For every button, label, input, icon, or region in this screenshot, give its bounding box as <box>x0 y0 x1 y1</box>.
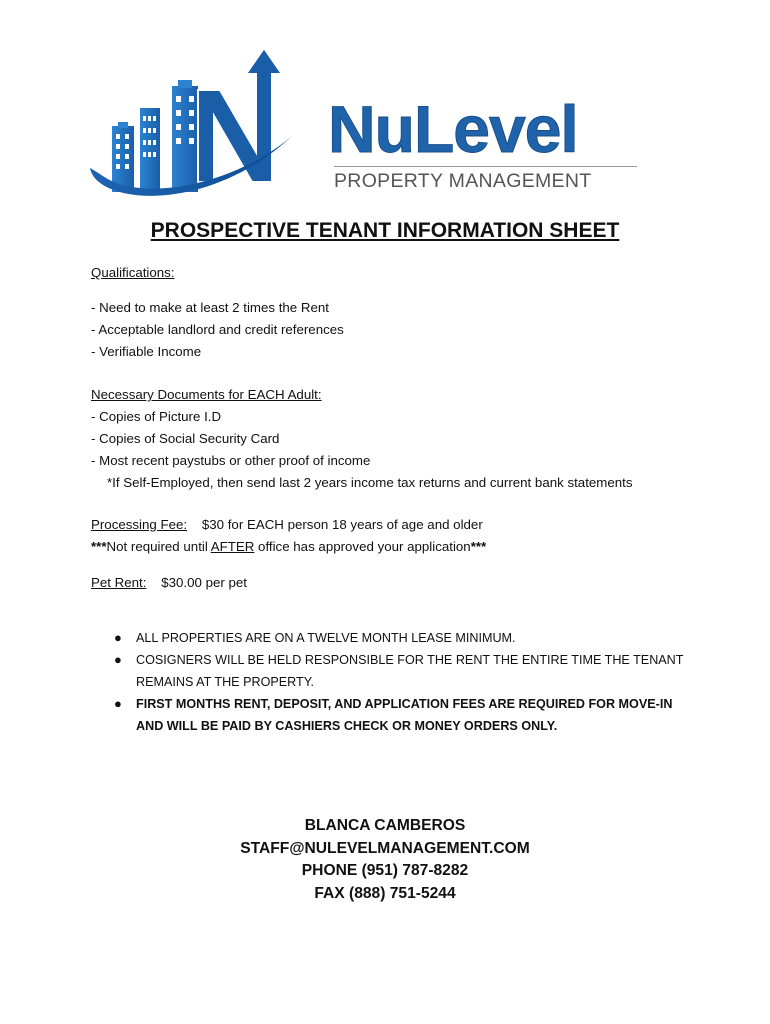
document-item: - Copies of Picture I.D <box>91 409 222 424</box>
processing-fee-note <box>91 536 486 558</box>
documents-heading: Necessary Documents for EACH Adult: <box>91 387 322 402</box>
qualifications-section <box>91 262 344 363</box>
contact-fax: FAX (888) 751-5244 <box>314 884 456 902</box>
processing-fee-section <box>91 514 486 558</box>
contact-phone: PHONE (951) 787-8282 <box>301 862 469 879</box>
building-icon <box>172 80 198 192</box>
pet-rent-section <box>91 572 247 594</box>
policy-bullets <box>114 627 694 737</box>
note-text: office has approved your application <box>254 539 471 554</box>
qualifications-heading: Qualifications: <box>91 265 175 280</box>
logo-divider <box>334 166 637 167</box>
bullet-dot-icon: ● <box>114 696 122 711</box>
note-asterisks: *** <box>91 539 107 554</box>
note-after: AFTER <box>210 539 255 554</box>
bullet-text: COSIGNERS WILL BE HELD RESPONSIBLE FOR THE RENT THE ENTIRE TIME THE TENANT REMAINS AT THE PROPERTY. <box>136 653 684 689</box>
bullet-item <box>114 649 694 693</box>
qualification-item: - Acceptable landlord and credit references <box>91 322 344 337</box>
logo-tagline: PROPERTY MANAGEMENT <box>334 170 592 192</box>
bullet-dot-icon: ● <box>114 652 122 667</box>
page-title: PROSPECTIVE TENANT INFORMATION SHEET <box>150 219 620 242</box>
nulevel-logo-icon <box>86 44 300 210</box>
contact-block <box>0 815 770 905</box>
processing-fee-value: $30 for EACH person 18 years of age and older <box>201 517 483 532</box>
document-item: - Most recent paystubs or other proof of income <box>91 453 371 468</box>
bullet-text: ALL PROPERTIES ARE ON A TWELVE MONTH LEASE MINIMUM. <box>136 631 516 645</box>
n-arrow-icon <box>198 48 282 182</box>
building-icon <box>112 122 134 192</box>
building-icon <box>140 108 160 192</box>
contact-name: BLANCA CAMBEROS <box>304 817 466 834</box>
logo-wordmark: NuLevel <box>328 92 578 166</box>
contact-email[interactable]: STAFF@NULEVELMANAGEMENT.COM <box>240 839 530 857</box>
pet-rent-label: Pet Rent: <box>91 575 147 590</box>
bullet-text: FIRST MONTHS RENT, DEPOSIT, AND APPLICATION FEES ARE REQUIRED FOR MOVE-IN AND WILL BE PAID BY CASHIERS CHECK OR MONEY ORDERS ONLY. <box>136 697 673 733</box>
self-employed-note: *If Self-Employed, then send last 2 years income tax returns and current bank statements <box>107 475 633 490</box>
pet-rent-value: $30.00 per pet <box>161 575 247 590</box>
bullet-dot-icon: ● <box>114 630 122 645</box>
document-item: - Copies of Social Security Card <box>91 431 280 446</box>
qualification-item: - Need to make at least 2 times the Rent <box>91 300 329 315</box>
bullet-item <box>114 627 694 649</box>
processing-fee-label: Processing Fee: <box>91 517 188 532</box>
qualification-item: - Verifiable Income <box>91 344 202 359</box>
note-asterisks: *** <box>470 539 487 554</box>
documents-section <box>91 384 633 494</box>
note-text: Not required until <box>106 539 211 554</box>
bullet-item <box>114 693 694 737</box>
